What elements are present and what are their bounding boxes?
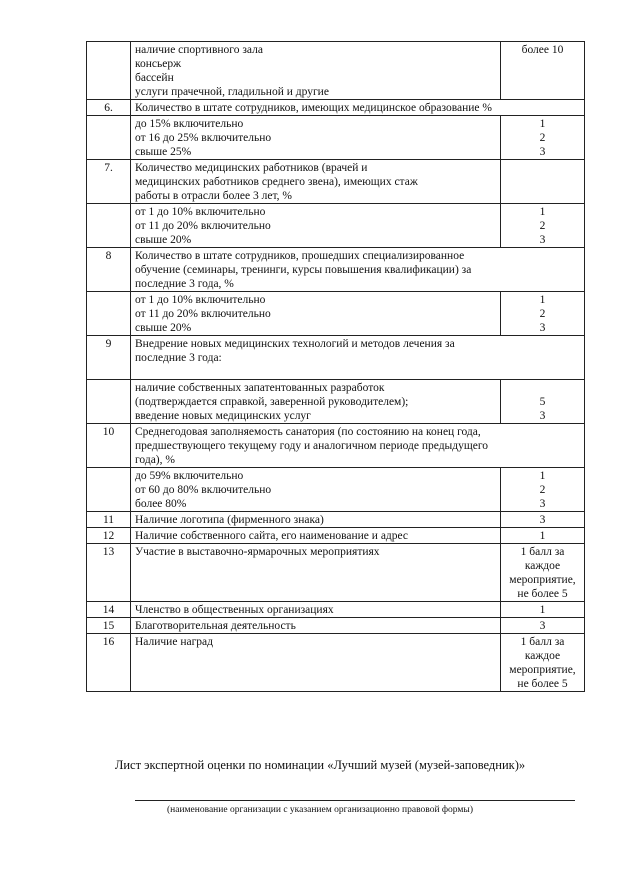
criterion-cell [131,100,585,116]
score-value: 1 [539,604,546,616]
table-row [87,602,585,618]
criterion-text: Наличие собственного сайта, его наименование и адрес [135,530,409,542]
criterion-cell [131,292,501,336]
row-number: 8 [87,248,131,292]
row-number: 10 [87,424,131,468]
score-cell [501,204,585,248]
score-value: 2 [539,484,546,496]
score-cell [501,602,585,618]
row-number: 15 [87,618,131,634]
criterion-text: введение новых медицинских услуг [135,410,311,422]
criterion-text: от 16 до 25% включительно [135,132,272,144]
criterion-cell [131,544,501,602]
criterion-text: бассейн [135,72,174,84]
table-row [87,528,585,544]
criterion-text: от 1 до 10% включительно [135,206,266,218]
criterion-text: обучение (семинары, тренинги, курсы повышения квалификации) за [135,264,472,276]
score-value: мероприятие, [509,574,576,586]
score-cell [501,380,585,424]
row-number [87,380,131,424]
score-value: 3 [539,322,546,334]
criterion-text: до 15% включительно [135,118,244,130]
nomination-caption: Лист экспертной оценки по номинации «Лучший музей (музей-заповедник)» [114,758,526,772]
table-row [87,380,585,424]
criterion-text: работы в отрасли более 3 лет, % [135,190,292,202]
row-number: 16 [87,634,131,692]
score-value: 3 [539,410,546,422]
score-value: мероприятие, [509,664,576,676]
score-cell [501,544,585,602]
score-cell [501,468,585,512]
criterion-cell [131,204,501,248]
score-value: 1 [539,206,546,218]
criterion-text: Наличие наград [135,636,214,648]
criterion-text: наличие спортивного зала [135,44,263,56]
score-value: не более 5 [517,678,568,690]
table-row [87,160,585,204]
criterion-text: свыше 20% [135,234,192,246]
score-value: 3 [539,498,546,510]
criterion-cell [131,42,501,100]
criteria-table [86,41,585,692]
score-value: 1 [539,118,546,130]
criterion-text: более 80% [135,498,187,510]
criterion-text: Участие в выставочно-ярмарочных мероприятиях [135,546,380,558]
score-value: 2 [539,132,546,144]
criterion-cell [131,424,585,468]
criterion-cell [131,248,585,292]
criterion-text: консьерж [135,58,182,70]
score-value: более 10 [521,44,564,56]
row-number: 14 [87,602,131,618]
table-row [87,468,585,512]
criterion-text: (подтверждается справкой, заверенной руководителем); [135,396,409,408]
table-row [87,42,585,100]
score-value: 1 [539,530,546,542]
score-value: 1 [539,294,546,306]
table-row [87,618,585,634]
score-value: 3 [539,234,546,246]
criterion-text: Среднегодовая заполняемость санатория (по состоянию на конец года, [135,426,481,438]
criterion-cell [131,602,501,618]
criteria-table-body [87,42,585,692]
criterion-cell [131,512,501,528]
organization-name-label: (наименование организации с указанием организационно правовой формы) [167,805,473,815]
score-value: 3 [539,620,546,632]
score-cell [501,618,585,634]
score-cell [501,528,585,544]
criterion-cell [131,634,501,692]
score-cell [501,292,585,336]
criterion-cell [131,336,585,380]
row-number [87,204,131,248]
table-row [87,424,585,468]
criterion-text: Количество в штате сотрудников, имеющих медицинское образование % [135,102,492,114]
criterion-text: года), % [135,454,175,466]
row-number: 7. [87,160,131,204]
criterion-text: свыше 25% [135,146,192,158]
criterion-cell [131,116,501,160]
criterion-text: Членство в общественных организациях [135,604,334,616]
score-cell [501,512,585,528]
criterion-text: от 1 до 10% включительно [135,294,266,306]
criterion-text: наличие собственных запатентованных разработок [135,382,385,394]
score-value: 3 [539,514,546,526]
score-cell [501,42,585,100]
row-number: 9 [87,336,131,380]
criterion-cell [131,380,501,424]
criterion-text: предшествующего текущему году и аналогичном периоде предыдущего [135,440,489,452]
criterion-text: медицинских работников среднего звена), имеющих стаж [135,176,418,188]
score-value: каждое [524,650,561,662]
criterion-cell [131,468,501,512]
table-row [87,204,585,248]
table-row [87,634,585,692]
row-number: 13 [87,544,131,602]
criterion-text: от 11 до 20% включительно [135,308,271,320]
criterion-text: последние 3 года, % [135,278,234,290]
criterion-text: последние 3 года: [135,352,222,364]
criterion-text: Наличие логотипа (фирменного знака) [135,514,324,526]
score-cell [501,116,585,160]
score-value: 1 балл за [520,636,565,648]
score-cell [501,160,585,204]
row-number [87,292,131,336]
table-row [87,544,585,602]
row-number [87,116,131,160]
criterion-cell [131,528,501,544]
criterion-text: Внедрение новых медицинских технологий и методов лечения за [135,338,455,350]
score-value: 2 [539,308,546,320]
criterion-text: Количество в штате сотрудников, прошедших специализированное [135,250,465,262]
score-value: 1 [539,470,546,482]
criterion-text: от 11 до 20% включительно [135,220,271,232]
criterion-text: Количество медицинских работников (врачей и [135,162,368,174]
criterion-cell [131,160,501,204]
criterion-text: от 60 до 80% включительно [135,484,272,496]
score-value: не более 5 [517,588,568,600]
score-value: каждое [524,560,561,572]
criterion-text: услуги прачечной, гладильной и другие [135,86,329,98]
table-row [87,512,585,528]
criterion-text: до 59% включительно [135,470,244,482]
table-row [87,336,585,380]
criterion-cell [131,618,501,634]
row-number: 11 [87,512,131,528]
score-cell [501,634,585,692]
row-number [87,42,131,100]
score-value [505,381,580,395]
score-value: 1 балл за [520,546,565,558]
table-row [87,116,585,160]
criterion-text: свыше 20% [135,322,192,334]
row-number [87,468,131,512]
row-number: 6. [87,100,131,116]
score-value: 2 [539,220,546,232]
table-row [87,248,585,292]
organization-name-line [135,800,575,801]
table-row [87,100,585,116]
row-number: 12 [87,528,131,544]
score-value: 3 [539,146,546,158]
score-value: 5 [539,396,546,408]
criterion-text: Благотворительная деятельность [135,620,296,632]
table-row [87,292,585,336]
